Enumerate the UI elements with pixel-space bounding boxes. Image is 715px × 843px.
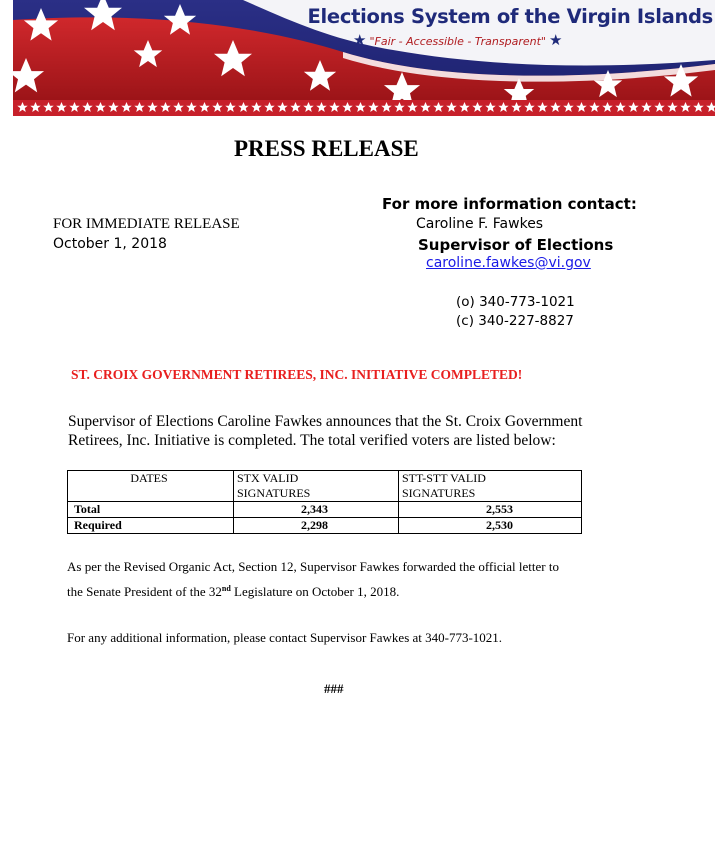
slogan: "Fair - Accessible - Transparent" [369, 34, 546, 48]
cell-stx-required: 2,298 [234, 518, 399, 534]
slogan-row [353, 32, 562, 50]
intro-line-2: Retirees, Inc. Initiative is completed. The total verified voters are listed below: [68, 432, 556, 449]
star-icon: ★ [549, 33, 563, 49]
contact-email-link[interactable]: caroline.fawkes@vi.gov [426, 255, 591, 271]
paragraph-contact-info: For any additional information, please contact Supervisor Fawkes at 340-773-1021. [67, 630, 503, 645]
signatures-table [67, 470, 582, 534]
column-header-stx: STX VALID SIGNATURES [234, 471, 399, 502]
contact-heading: For more information contact: [382, 195, 637, 213]
page-title: PRESS RELEASE [234, 136, 419, 161]
end-mark: ### [324, 681, 344, 696]
cell-stt-required: 2,530 [399, 518, 582, 534]
release-date: October 1, 2018 [53, 236, 167, 252]
release-type: FOR IMMEDIATE RELEASE [53, 216, 240, 232]
header-banner [13, 0, 715, 116]
row-label-total: Total [68, 502, 234, 518]
organization-name: Elections System of the Virgin Islands [307, 5, 713, 28]
contact-role: Supervisor of Elections [418, 236, 614, 254]
column-header-dates: DATES [68, 471, 234, 502]
phone-cell: (c) 340-227-8827 [456, 313, 574, 329]
paragraph-organic-act-line-2: the Senate President of the 32nd Legislature on October 1, 2018. [67, 584, 400, 599]
ordinal-superscript: nd [221, 584, 231, 593]
contact-name: Caroline F. Fawkes [416, 216, 544, 232]
phone-office: (o) 340-773-1021 [456, 294, 575, 310]
headline: ST. CROIX GOVERNMENT RETIREES, INC. INITIATIVE COMPLETED! [71, 367, 523, 382]
table-row [68, 518, 582, 534]
star-icon: ★ [353, 33, 367, 49]
cell-stx-total: 2,343 [234, 502, 399, 518]
column-header-stt: STT-STT VALID SIGNATURES [399, 471, 582, 502]
intro-line-1: Supervisor of Elections Caroline Fawkes announces that the St. Croix Government [68, 413, 583, 430]
paragraph-organic-act-line-1: As per the Revised Organic Act, Section 12, Supervisor Fawkes forwarded the official letter to [67, 559, 559, 574]
table-row [68, 502, 582, 518]
table-header-row [68, 471, 582, 502]
cell-stt-total: 2,553 [399, 502, 582, 518]
row-label-required: Required [68, 518, 234, 534]
